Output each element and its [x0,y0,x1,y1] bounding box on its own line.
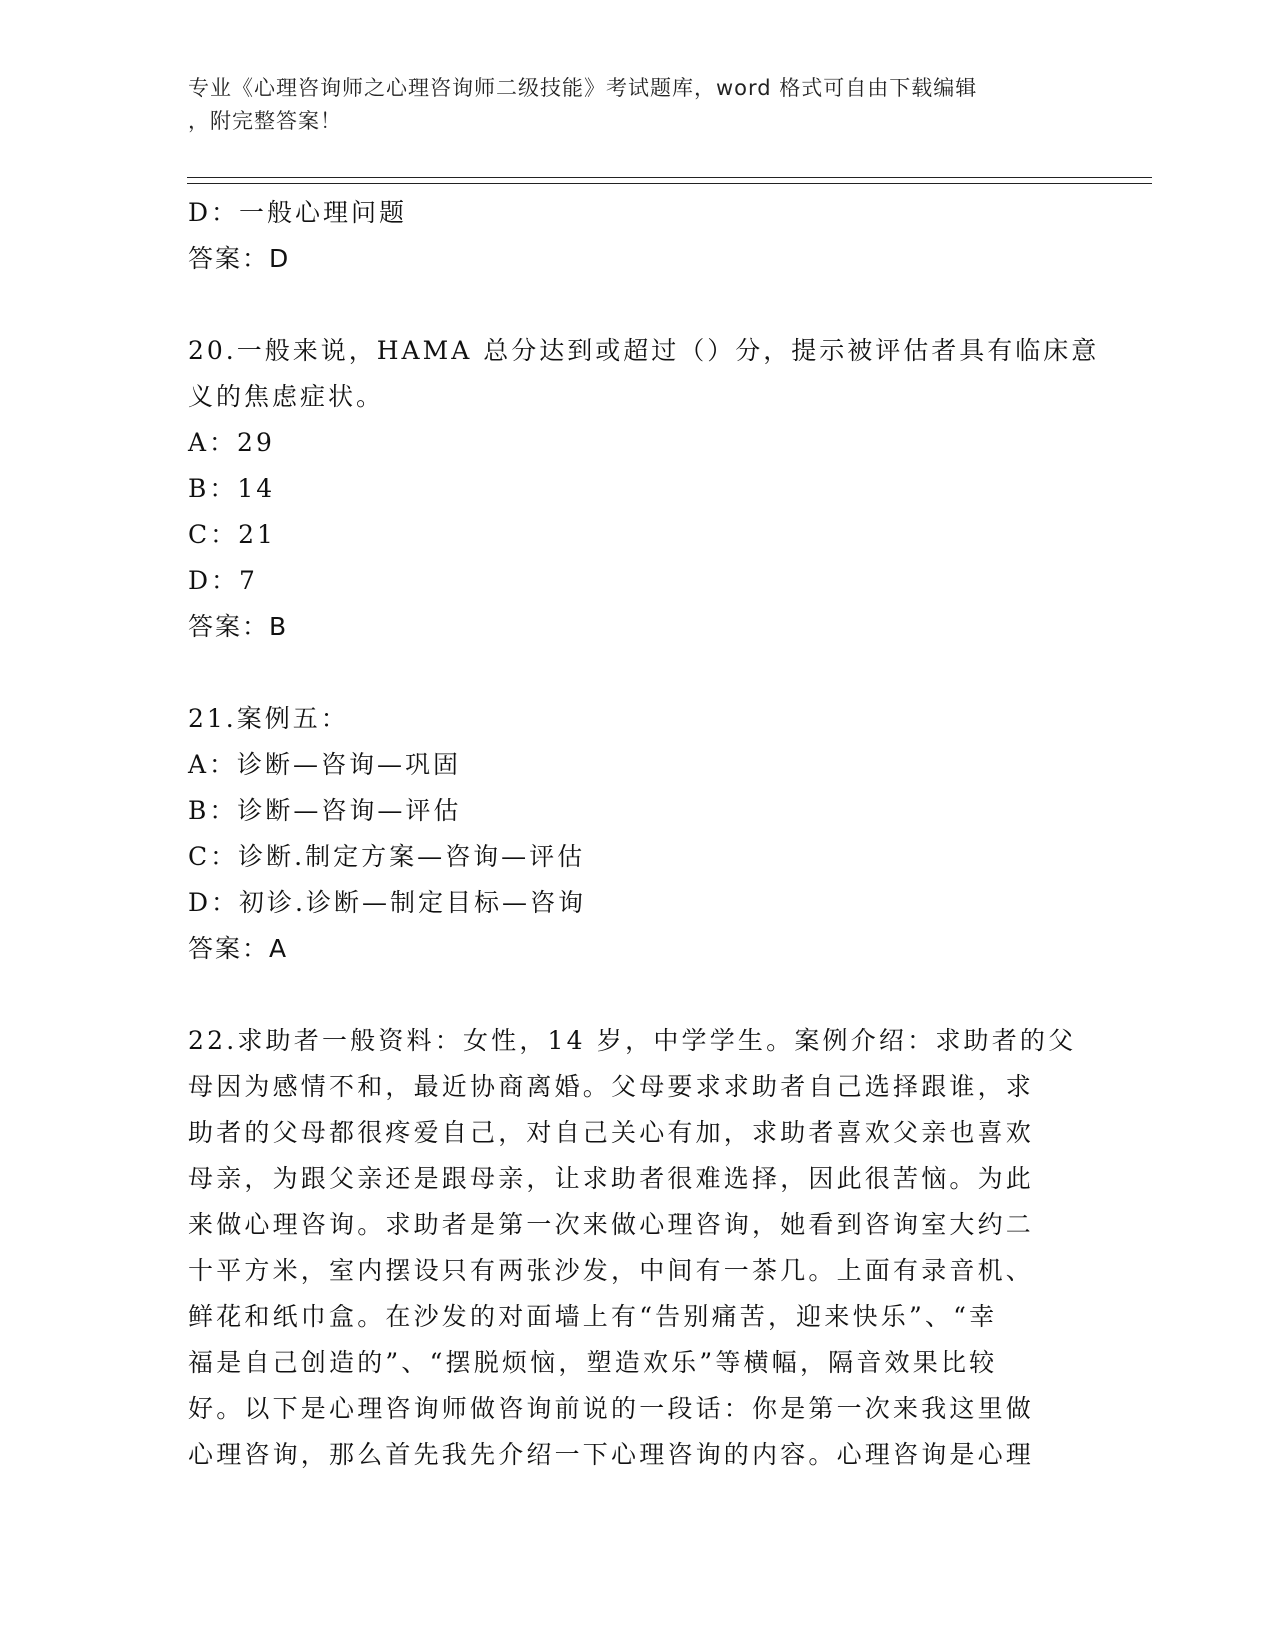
question-22-line: 心理咨询，那么首先我先介绍一下心理咨询的内容。心理咨询是心理 [188,1440,1035,1469]
question-21-option-a: A：诊断—咨询—巩固 [188,750,462,779]
question-20-option-c: C：21 [188,520,276,549]
header-divider-bottom [187,183,1152,184]
question-21 [188,696,1088,972]
question-22-line: 来做心理咨询。求助者是第一次来做心理咨询，她看到咨询室大约二 [188,1210,1035,1239]
question-21-option-b: B：诊断—咨询—评估 [188,796,462,825]
question-20-option-d: D：7 [188,566,258,595]
question-22-line: 助者的父母都很疼爱自己，对自己关心有加，求助者喜欢父亲也喜欢 [188,1118,1035,1147]
question-22-line: 22.求助者一般资料：女性，14 岁，中学学生。案例介绍：求助者的父 [188,1026,1077,1055]
question-22-line: 母亲，为跟父亲还是跟母亲，让求助者很难选择，因此很苦恼。为此 [188,1164,1035,1193]
header-divider-top [187,177,1152,178]
question-22-line: 好。以下是心理咨询师做咨询前说的一段话：你是第一次来我这里做 [188,1394,1035,1423]
prev-question-option-d: D：一般心理问题 [188,198,408,227]
question-20-option-a: A：29 [188,428,275,457]
question-22-line: 福是自己创造的”、“摆脱烦恼，塑造欢乐”等横幅，隔音效果比较 [188,1348,998,1377]
question-22-line: 十平方米，室内摆设只有两张沙发，中间有一茶几。上面有录音机、 [188,1256,1035,1285]
prev-question-answer: 答案：D [188,244,291,273]
question-22-line: 母因为感情不和，最近协商离婚。父母要求求助者自己选择跟谁，求 [188,1072,1035,1101]
spacer [188,282,1088,328]
question-21-answer: 答案：A [188,934,289,963]
question-content [188,190,1100,1478]
question-21-stem: 21.案例五： [188,704,349,733]
question-21-option-d: D：初诊.诊断—制定目标—咨询 [188,888,586,917]
header-title-line-1: 专业《心理咨询师之心理咨询师二级技能》考试题库，word 格式可自由下载编辑 [188,76,978,100]
question-20-answer: 答案：B [188,612,289,641]
page-header [188,72,1068,138]
question-20-option-b: B：14 [188,474,276,503]
question-21-option-c: C：诊断.制定方案—咨询—评估 [188,842,586,871]
question-20-stem-line-1: 20.一般来说，HAMA 总分达到或超过（）分，提示被评估者具有临床意 [188,336,1100,365]
spacer [188,972,1088,1018]
question-20-stem-line-2: 义的焦虑症状。 [188,382,385,411]
question-22-line: 鲜花和纸巾盒。在沙发的对面墙上有“告别痛苦，迎来快乐”、“幸 [188,1302,998,1331]
header-title-line-2: ，附完整答案！ [188,109,342,133]
question-22 [188,1018,1088,1478]
question-20 [188,328,1100,650]
spacer [188,650,1088,696]
